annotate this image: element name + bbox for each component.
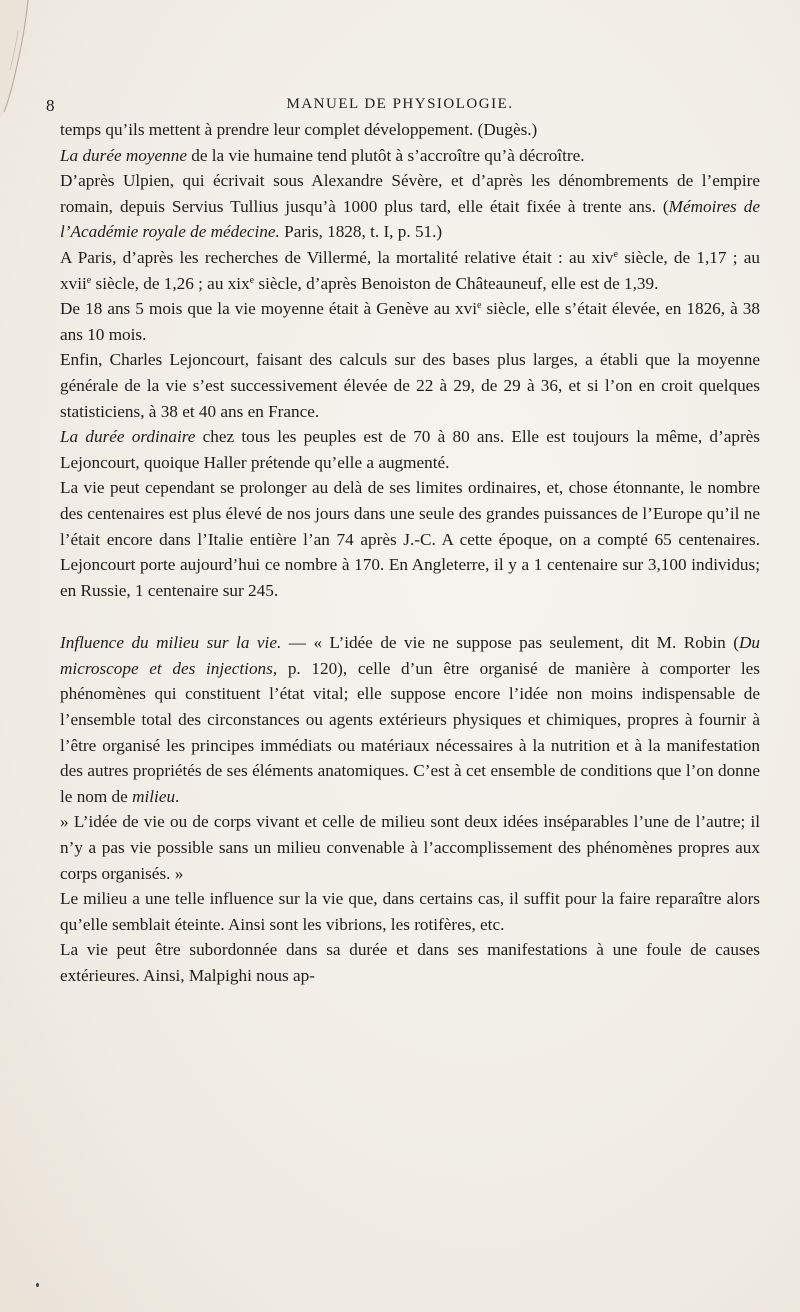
page-number: 8 bbox=[46, 96, 55, 115]
paragraph-8: La vie peut cependant se prolonger au delà de ses limites ordinaires, et, chose étonnante, le nombre des centenaires est plus élevé de nos jours dans une seule des grandes puissances de l’Europe qu’il ne l’était encore dans l’Italie entière l’an 74 après J.-C. A cette époque, on a compté 65 centenaires. Lejoncourt porte aujourd’hui ce nombre à 170. En Angleterre, il y a 1 centenaire sur 3,100 individus; en Russie, 1 centenaire sur 245. bbox=[60, 478, 760, 600]
paragraph-3: D’après Ulpien, qui écrivait sous Alexandre Sévère, et d’après les dénombrements de l’empire romain, depuis Servius Tullius jusqu’à 1000 plus tard, elle était fixée à trente ans. (Mémoires de l’Académie royale de médecine. Paris, 1828, t. I, p. 51.) bbox=[60, 171, 760, 242]
paragraph-10: » L’idée de vie ou de corps vivant et celle de milieu sont deux idées inséparables l’une de l’autre; il n’y a pas vie possible sans un milieu convenable à l’accomplissement des phénomènes propres aux corps organisés. » bbox=[60, 812, 760, 883]
paragraph-12: La vie peut être subordonnée dans sa durée et dans ses manifestations à une foule de causes extérieures. Ainsi, Malpighi nous ap- bbox=[60, 940, 760, 985]
paragraph-7: La durée ordinaire chez tous les peuples est de 70 à 80 ans. Elle est toujours la même, d’après Lejoncourt, quoique Haller prétende qu’elle a augmenté. bbox=[60, 427, 760, 472]
paragraph-1: temps qu’ils mettent à prendre leur complet développement. (Dugès.) bbox=[60, 120, 538, 139]
paragraph-4: A Paris, d’après les recherches de Villermé, la mortalité relative était : au xiv$^e$ siècle, de 1,17 ; au xvii$^e$ siècle, de 1,26 ; au xix$^e$ siècle, d’après Benoiston de Châteauneuf, elle est de 1,39. bbox=[60, 247, 760, 293]
paragraph-2: La durée moyenne de la vie humaine tend plutôt à s’accroître qu’à décroître. bbox=[60, 145, 585, 165]
paragraph-11: Le milieu a une telle influence sur la vie que, dans certains cas, il suffit pour la faire reparaître alors qu’elle semblait éteinte. Ainsi sont les vibrions, les rotifères, etc. bbox=[60, 889, 760, 934]
running-title: MANUEL DE PHYSIOLOGIE. bbox=[286, 96, 514, 112]
ink-speck bbox=[36, 1283, 39, 1287]
paragraph-6: Enfin, Charles Lejoncourt, faisant des calculs sur des bases plus larges, a établi que la moyenne générale de la vie s’est successivement élevée de 22 à 29, de 29 à 36, et si l’on en croit quelques statisticiens, à 38 et 40 ans en France. bbox=[60, 350, 760, 421]
paragraph-9-section-influence: Influence du milieu sur la vie. — « L’idée de vie ne suppose pas seulement, dit M. Robin (Du microscope et des injections, p. 120), celle d’un être organisé de manière à comporter les phénomènes qui constituent l’état vital; elle suppose encore l’idée non moins indispensable de l’ensemble total des circonstances ou agents extérieurs physiques et chimiques, propres à fournir à l’être organisé les principes immédiats ou matériaux nécessaires à la nutrition et à la manifestation des autres propriétés de ses éléments anatomiques. C’est à cet ensemble de conditions que l’on donne le nom de milieu. bbox=[60, 633, 761, 806]
paragraph-5: De 18 ans 5 mois que la vie moyenne était à Genève au xvi$^e$ siècle, elle s’était élevée, en 1826, à 38 ans 10 mois. bbox=[60, 299, 760, 344]
page-header bbox=[0, 96, 800, 118]
body-text bbox=[60, 117, 760, 989]
